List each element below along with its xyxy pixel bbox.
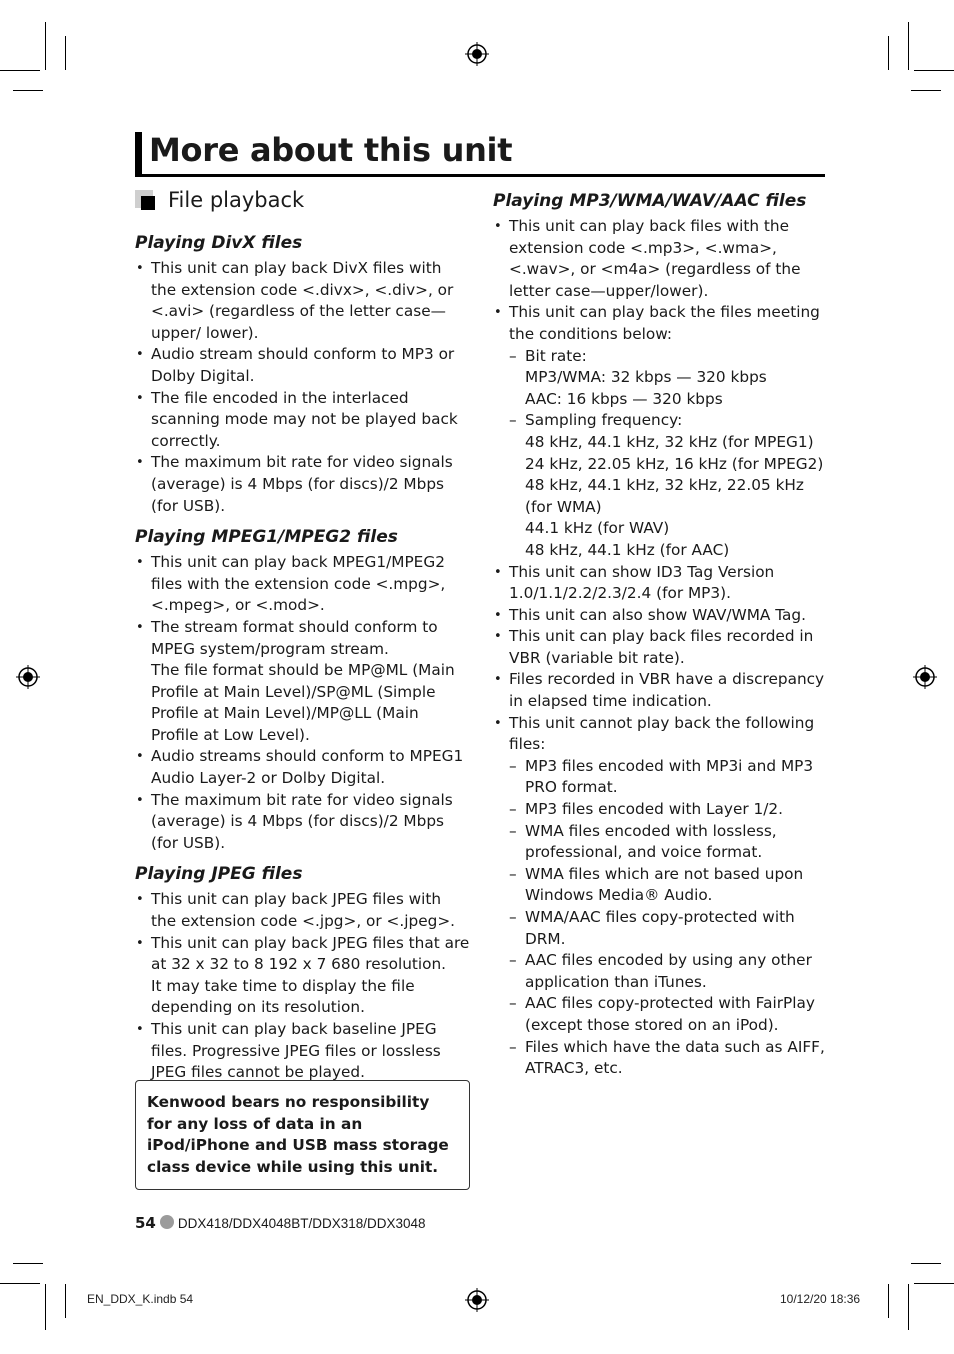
- dash-item: – WMA files which are not based upon Windows Media® Audio.: [509, 864, 825, 907]
- dash-item: – Files which have the data such as AIFF, ATRAC3, etc.: [509, 1037, 825, 1080]
- dash-item: – MP3 files encoded with MP3i and MP3 PRO format.: [509, 756, 825, 799]
- subsection-heading: Playing MPEG1/MPEG2 files: [135, 527, 398, 548]
- bullet-item: • This unit can play back files with the extension code <.mp3>, <.wma>, <.wav>, or <m4a> (regardless of the letter case—upper/lower).: [493, 216, 825, 302]
- bullet-item: • This unit can play back baseline JPEG files. Progressive JPEG files or lossless JPEG files cannot be played.: [135, 1019, 470, 1084]
- content-group: [135, 524, 470, 854]
- subsection-heading: Playing JPEG files: [135, 864, 303, 885]
- dash-item: – MP3 files encoded with Layer 1/2.: [509, 799, 825, 821]
- bullet-item: • The maximum bit rate for video signals (average) is 4 Mbps (for discs)/2 Mbps (for USB).: [135, 790, 470, 855]
- continuation-text: 48 kHz, 44.1 kHz, 32 kHz, 22.05 kHz (for WMA): [525, 476, 804, 516]
- bullet-item: • The file encoded in the interlaced scanning mode may not be played back correctly.: [135, 388, 470, 453]
- content-group: [493, 188, 825, 1080]
- dash-item: – WMA/AAC files copy-protected with DRM.: [509, 907, 825, 950]
- continuation-text: 44.1 kHz (for WAV): [525, 519, 670, 538]
- bullet-item: • Audio stream should conform to MP3 or Dolby Digital.: [135, 344, 470, 387]
- bullet-item: • The stream format should conform to MPEG system/program stream.: [135, 617, 470, 660]
- bullet-item: • This unit can play back JPEG files that are at 32 x 32 to 8 192 x 7 680 resolution.: [135, 933, 470, 976]
- dash-item: – AAC files copy-protected with FairPlay (except those stored on an iPod).: [509, 993, 825, 1036]
- notice-box: [135, 1080, 470, 1190]
- content-group: [135, 861, 470, 1083]
- continuation-text: MP3/WMA: 32 kbps — 320 kbps: [525, 368, 767, 387]
- model-list: DDX418/DDX4048BT/DDX318/DDX3048: [177, 1216, 426, 1231]
- continuation-text: The file format should be MP@ML (Main Profile at Main Level)/SP@ML (Simple Profile at Main Level)/MP@LL (Main Profile at Low Level).: [151, 661, 455, 744]
- registration-mark-icon: [913, 665, 937, 689]
- registration-mark-icon: [465, 42, 489, 66]
- right-column: [493, 188, 825, 1087]
- registration-mark-icon: [465, 1288, 489, 1312]
- bullet-item: • This unit can play back files recorded in VBR (variable bit rate).: [493, 626, 825, 669]
- bullet-item: • This unit can play back DivX files with the extension code <.divx>, <.div>, or <.avi> (regardless of the letter case—upper/ lower).: [135, 258, 470, 344]
- slug-timestamp: 10/12/20 18:36: [780, 1292, 861, 1306]
- section-title: File playback: [168, 188, 305, 212]
- bullet-item: • This unit can play back the files meeting the conditions below:: [493, 302, 825, 345]
- continuation-text: 24 kHz, 22.05 kHz, 16 kHz (for MPEG2): [525, 454, 824, 473]
- page-dot-icon: [160, 1215, 174, 1229]
- bullet-item: • This unit can also show WAV/WMA Tag.: [493, 605, 825, 627]
- bullet-item: • This unit can play back JPEG files with the extension code <.jpg>, or <.jpeg>.: [135, 889, 470, 932]
- page-footer: [135, 1214, 426, 1232]
- bullet-item: • The maximum bit rate for video signals (average) is 4 Mbps (for discs)/2 Mbps (for USB).: [135, 452, 470, 517]
- content-group: [135, 230, 470, 517]
- continuation-text: It may take time to display the file depending on its resolution.: [151, 976, 415, 1017]
- dash-item: – AAC files encoded by using any other application than iTunes.: [509, 950, 825, 993]
- dash-item: – Sampling frequency:: [509, 410, 825, 432]
- continuation-text: AAC: 16 kbps — 320 kbps: [525, 389, 723, 408]
- subsection-heading: Playing DivX files: [135, 233, 303, 253]
- bullet-item: • This unit cannot play back the following files:: [493, 713, 825, 756]
- registration-mark-icon: [16, 665, 40, 689]
- dash-item: – WMA files encoded with lossless, professional, and voice format.: [509, 821, 825, 864]
- left-column: [135, 230, 470, 1091]
- subsection-heading: Playing MP3/WMA/WAV/AAC files: [493, 191, 807, 211]
- bullet-item: • This unit can play back MPEG1/MPEG2 files with the extension code <.mpg>, <.mpeg>, or <.mod>.: [135, 552, 470, 617]
- continuation-text: 48 kHz, 44.1 kHz (for AAC): [525, 540, 730, 559]
- slug-file: EN_DDX_K.indb 54: [87, 1292, 194, 1306]
- page-number: 54: [135, 1214, 156, 1232]
- continuation-text: 48 kHz, 44.1 kHz, 32 kHz (for MPEG1): [525, 432, 814, 451]
- page-title: More about this unit: [149, 131, 513, 169]
- bullet-item: • Files recorded in VBR have a discrepancy in elapsed time indication.: [493, 669, 825, 712]
- bullet-item: • This unit can show ID3 Tag Version 1.0/1.1/2.2/2.3/2.4 (for MP3).: [493, 562, 825, 605]
- section-square-icon: [141, 196, 155, 210]
- title-accent-bar: [135, 132, 142, 176]
- page-title-bar: [135, 130, 825, 177]
- notice-text: Kenwood bears no responsibility for any loss of data in an iPod/iPhone and USB mass storage class device while using this unit.: [147, 1093, 449, 1176]
- bullet-item: • Audio streams should conform to MPEG1 Audio Layer-2 or Dolby Digital.: [135, 746, 470, 789]
- dash-item: – Bit rate:: [509, 346, 825, 368]
